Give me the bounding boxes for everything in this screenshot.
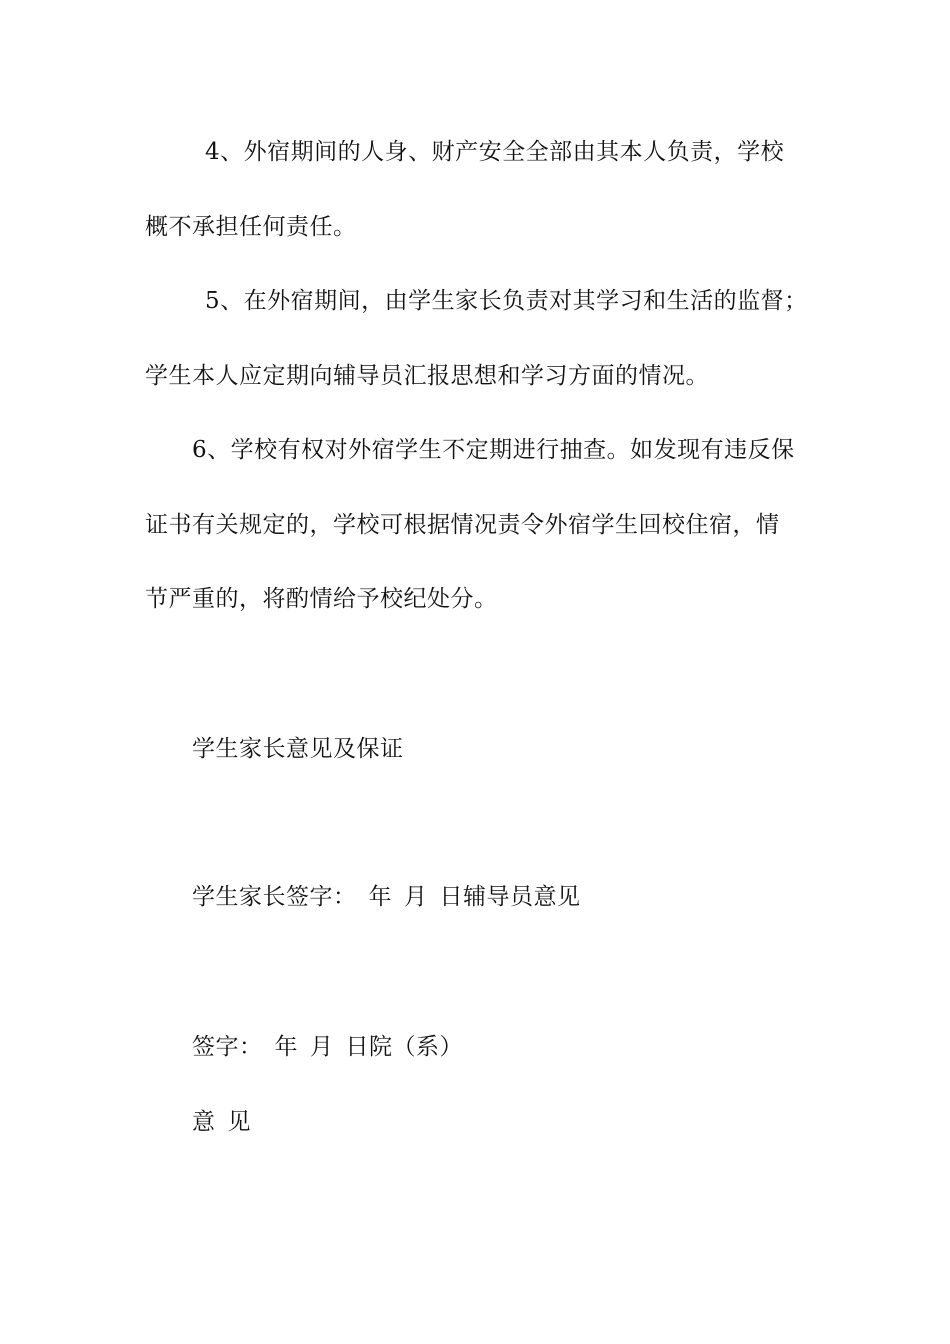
department-opinion-line [192, 1107, 251, 1137]
parent-signature-label: 学生家长签字： [192, 884, 357, 910]
parent-opinion-heading: 学生家长意见及保证 [192, 736, 404, 762]
parent-signature-month: 月 [404, 884, 428, 910]
opinion-char-1: 意 [192, 1109, 216, 1135]
paragraph-6-line-3: 节严重的，将酌情给予校纪处分。 [145, 586, 498, 612]
opinion-char-2: 见 [227, 1109, 251, 1135]
parent-signature-year: 年 [368, 884, 392, 910]
counselor-signature-day-department: 日院（系） [345, 1034, 463, 1060]
paragraph-4-line-1: 4、外宿期间的人身、财产安全全部由其本人负责，学校 [205, 139, 785, 165]
paragraph-4-line-2: 概不承担任何责任。 [145, 214, 357, 240]
parent-signature-day-counselor-opinion: 日辅导员意见 [439, 884, 581, 910]
counselor-signature-month: 月 [310, 1034, 334, 1060]
paragraph-5-line-2: 学生本人应定期向辅导员汇报思想和学习方面的情况。 [145, 363, 709, 389]
counselor-signature-year: 年 [274, 1034, 298, 1060]
counselor-signature-label: 签字： [192, 1034, 263, 1060]
paragraph-5-line-1: 5、在外宿期间，由学生家长负责对其学习和生活的监督； [205, 288, 808, 314]
parent-signature-line [192, 882, 581, 912]
counselor-signature-line [192, 1032, 463, 1062]
paragraph-6-line-2: 证书有关规定的，学校可根据情况责令外宿学生回校住宿，情 [145, 512, 780, 538]
paragraph-6-line-1: 6、学校有权对外宿学生不定期进行抽查。如发现有违反保 [192, 437, 795, 463]
